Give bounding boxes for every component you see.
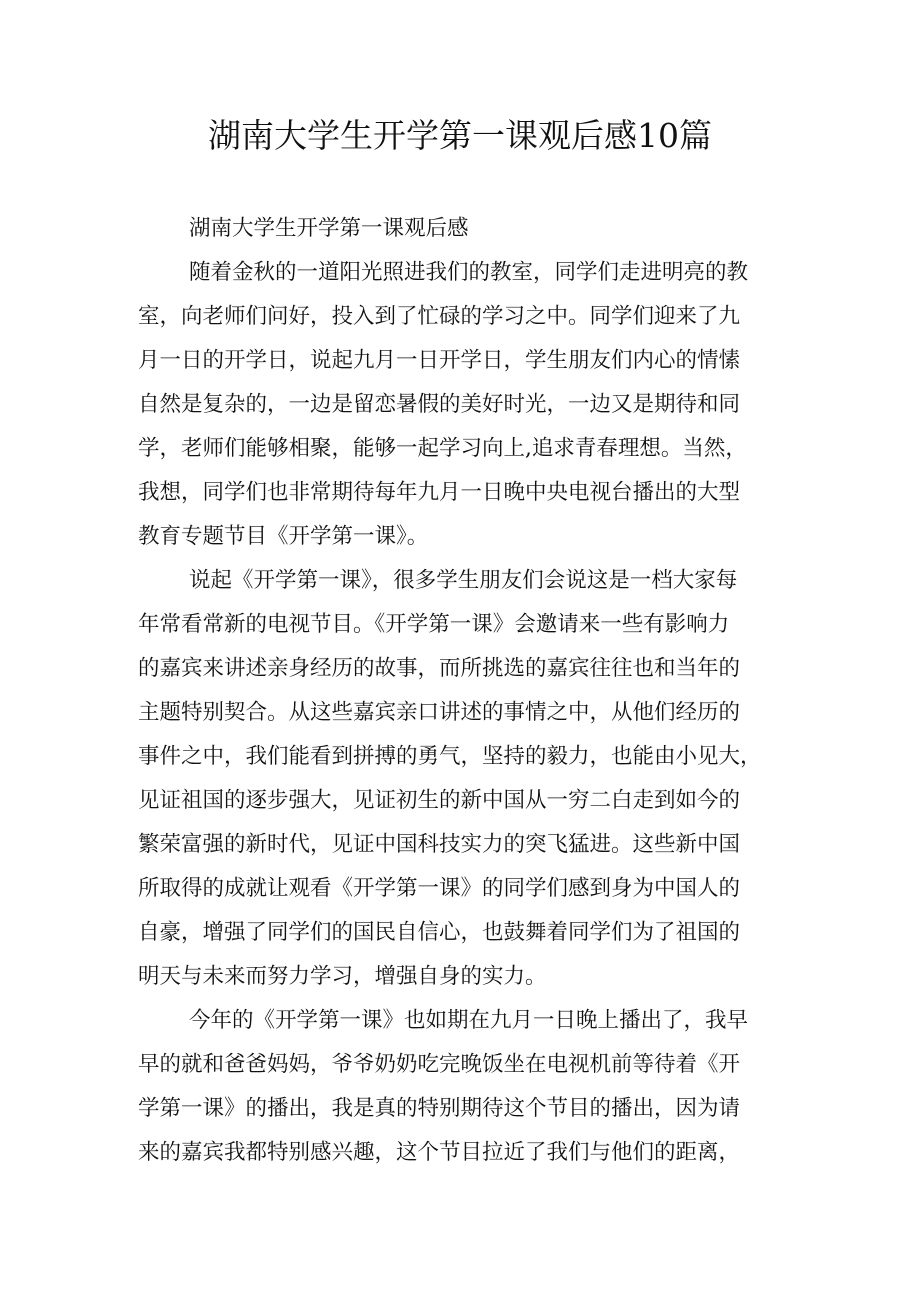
paragraph <box>138 251 794 559</box>
document-title: 湖南大学生开学第一课观后感10篇 <box>208 116 712 155</box>
text-line: 学，老师们能够相聚，能够一起学习向上,追求青春理想。当然， <box>138 436 747 461</box>
text-line: 教育专题节目《开学第一课》。 <box>138 524 429 549</box>
text-line: 见证祖国的逐步强大，见证初生的新中国从一穷二白走到如今的 <box>138 788 741 813</box>
text-line: 说起《开学第一课》，很多学生朋友们会说这是一档大家每 <box>189 568 738 593</box>
text-line: 室，向老师们问好，投入到了忙碌的学习之中。同学们迎来了九 <box>138 304 741 329</box>
text-line: 事件之中，我们能看到拼搏的勇气，坚持的毅力，也能由小见大， <box>138 744 762 769</box>
text-line: 月一日的开学日，说起九月一日开学日，学生朋友们内心的情愫 <box>138 348 741 373</box>
document-body <box>138 207 794 1175</box>
text-line: 明天与未来而努力学习，增强自身的实力。 <box>138 964 547 989</box>
text-line: 随着金秋的一道阳光照进我们的教室，同学们走进明亮的教 <box>189 260 749 285</box>
essay-subheading: 湖南大学生开学第一课观后感 <box>189 216 469 241</box>
text-line: 繁荣富强的新时代，见证中国科技实力的突飞猛进。这些新中国 <box>138 832 741 857</box>
text-line: 自然是复杂的，一边是留恋暑假的美好时光，一边又是期待和同 <box>138 392 741 417</box>
text-line: 的嘉宾来讲述亲身经历的故事，而所挑选的嘉宾往往也和当年的 <box>138 656 741 681</box>
paragraph <box>138 999 794 1175</box>
text-line: 主题特别契合。从这些嘉宾亲口讲述的事情之中，从他们经历的 <box>138 700 741 725</box>
text-line: 学第一课》的播出，我是真的特别期待这个节目的播出，因为请 <box>138 1096 741 1121</box>
text-line: 今年的《开学第一课》也如期在九月一日晚上播出了，我早 <box>189 1008 749 1033</box>
text-line: 来的嘉宾我都特别感兴趣，这个节目拉近了我们与他们的距离， <box>138 1140 741 1165</box>
text-line: 早的就和爸爸妈妈，爷爷奶奶吃完晚饭坐在电视机前等待着《开 <box>138 1052 741 1077</box>
text-line: 所取得的成就让观看《开学第一课》的同学们感到身为中国人的 <box>138 876 741 901</box>
text-line: 年常看常新的电视节目。《开学第一课》会邀请来一些有影响力 <box>138 612 730 637</box>
paragraph <box>138 559 794 999</box>
text-line: 自豪，增强了同学们的国民自信心，也鼓舞着同学们为了祖国的 <box>138 920 741 945</box>
text-line: 我想，同学们也非常期待每年九月一日晚中央电视台播出的大型 <box>138 480 741 505</box>
